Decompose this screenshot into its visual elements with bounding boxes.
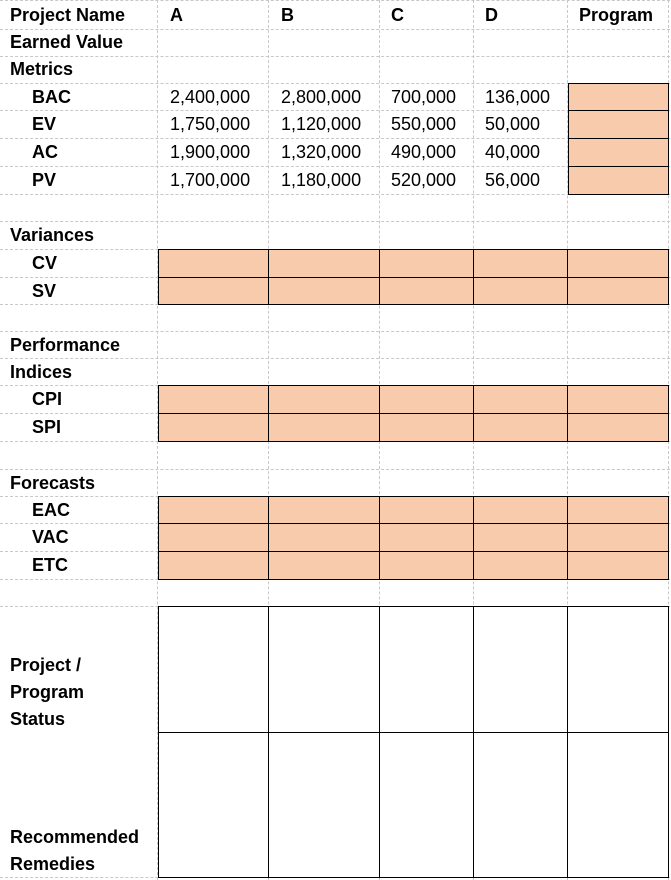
cell-eac-c[interactable]: [379, 496, 474, 524]
cell-spi-a[interactable]: [158, 413, 269, 442]
cell-sv-c[interactable]: [379, 277, 474, 305]
cell-cpi-a[interactable]: [158, 385, 269, 414]
cell-ev-a[interactable]: 1,750,000: [170, 114, 251, 134]
cell-cv-program[interactable]: [567, 249, 669, 278]
section-performance-indices: Performance: [10, 335, 121, 355]
cell-remedies-a[interactable]: [158, 732, 269, 878]
cell-sv-a[interactable]: [158, 277, 269, 305]
cell-spi-b[interactable]: [268, 413, 380, 442]
cell-ev-d[interactable]: 50,000: [485, 114, 541, 134]
cell-ac-d[interactable]: 40,000: [485, 142, 541, 162]
cell-ac-c[interactable]: 490,000: [391, 142, 457, 162]
cell-etc-b[interactable]: [268, 551, 380, 580]
row-label-pv: PV: [32, 170, 57, 190]
cell-pv-program[interactable]: [568, 166, 669, 195]
cell-remedies-d[interactable]: [473, 732, 568, 878]
cell-vac-d[interactable]: [473, 523, 568, 552]
cell-status-c[interactable]: [379, 606, 474, 733]
cell-pv-c[interactable]: 520,000: [391, 170, 457, 190]
cell-status-program[interactable]: [567, 606, 669, 733]
cell-eac-program[interactable]: [567, 496, 669, 524]
gridline: [0, 469, 670, 470]
cell-status-a[interactable]: [158, 606, 269, 733]
cell-bac-a[interactable]: 2,400,000: [170, 87, 251, 107]
cell-bac-c[interactable]: 700,000: [391, 87, 457, 107]
cell-ac-program[interactable]: [568, 138, 669, 167]
cell-etc-program[interactable]: [567, 551, 669, 580]
row-label-eac: EAC: [32, 500, 71, 520]
cell-sv-program[interactable]: [567, 277, 669, 305]
row-label-spi: SPI: [32, 417, 62, 437]
cell-status-b[interactable]: [268, 606, 380, 733]
cell-ev-b[interactable]: 1,120,000: [281, 114, 362, 134]
section-performance-indices-line2: Indices: [10, 362, 73, 382]
cell-vac-a[interactable]: [158, 523, 269, 552]
row-label-ev: EV: [32, 114, 57, 134]
row-label-cv: CV: [32, 253, 58, 273]
cell-pv-a[interactable]: 1,700,000: [170, 170, 251, 190]
project-name-header: Project Name: [10, 5, 126, 25]
cell-sv-d[interactable]: [473, 277, 568, 305]
cell-sv-b[interactable]: [268, 277, 380, 305]
row-label-ac: AC: [32, 142, 58, 162]
cell-vac-b[interactable]: [268, 523, 380, 552]
gridline: [0, 221, 670, 222]
section-remedies-line2: Remedies: [10, 854, 96, 874]
cell-cv-b[interactable]: [268, 249, 380, 278]
cell-pv-d[interactable]: 56,000: [485, 170, 541, 190]
section-forecasts: Forecasts: [10, 473, 96, 493]
cell-ev-c[interactable]: 550,000: [391, 114, 457, 134]
cell-eac-d[interactable]: [473, 496, 568, 524]
row-label-vac: VAC: [32, 527, 69, 547]
section-status-line3: Status: [10, 709, 66, 729]
gridline: [0, 0, 670, 1]
section-earned-value-line2: Metrics: [10, 59, 74, 79]
column-header-a: A: [170, 5, 183, 25]
cell-eac-a[interactable]: [158, 496, 269, 524]
cell-etc-d[interactable]: [473, 551, 568, 580]
gridline: [0, 56, 670, 57]
cell-cpi-program[interactable]: [567, 385, 669, 414]
cell-vac-c[interactable]: [379, 523, 474, 552]
cell-bac-b[interactable]: 2,800,000: [281, 87, 362, 107]
section-remedies: Recommended: [10, 827, 140, 847]
section-status-line2: Program: [10, 682, 85, 702]
cell-vac-program[interactable]: [567, 523, 669, 552]
section-earned-value: Earned Value: [10, 32, 124, 52]
cell-cv-c[interactable]: [379, 249, 474, 278]
section-status: Project /: [10, 655, 82, 675]
cell-pv-b[interactable]: 1,180,000: [281, 170, 362, 190]
cell-remedies-c[interactable]: [379, 732, 474, 878]
cell-remedies-program[interactable]: [567, 732, 669, 878]
cell-spi-program[interactable]: [567, 413, 669, 442]
cell-cv-d[interactable]: [473, 249, 568, 278]
cell-bac-program[interactable]: [568, 83, 669, 111]
cell-spi-c[interactable]: [379, 413, 474, 442]
row-label-bac: BAC: [32, 87, 71, 107]
column-header-b: B: [281, 5, 294, 25]
row-label-cpi: CPI: [32, 389, 63, 409]
cell-cpi-c[interactable]: [379, 385, 474, 414]
cell-cv-a[interactable]: [158, 249, 269, 278]
cell-etc-a[interactable]: [158, 551, 269, 580]
section-variances: Variances: [10, 225, 95, 245]
cell-bac-d[interactable]: 136,000: [485, 87, 551, 107]
cell-ac-b[interactable]: 1,320,000: [281, 142, 362, 162]
row-label-sv: SV: [32, 281, 57, 301]
cell-ac-a[interactable]: 1,900,000: [170, 142, 251, 162]
cell-spi-d[interactable]: [473, 413, 568, 442]
cell-eac-b[interactable]: [268, 496, 380, 524]
row-label-etc: ETC: [32, 555, 68, 575]
column-header-c: C: [391, 5, 404, 25]
cell-etc-c[interactable]: [379, 551, 474, 580]
cell-remedies-b[interactable]: [268, 732, 380, 878]
cell-cpi-d[interactable]: [473, 385, 568, 414]
cell-cpi-b[interactable]: [268, 385, 380, 414]
column-header-program: Program: [579, 5, 654, 25]
cell-status-d[interactable]: [473, 606, 568, 733]
column-header-d: D: [485, 5, 498, 25]
cell-ev-program[interactable]: [568, 110, 669, 139]
